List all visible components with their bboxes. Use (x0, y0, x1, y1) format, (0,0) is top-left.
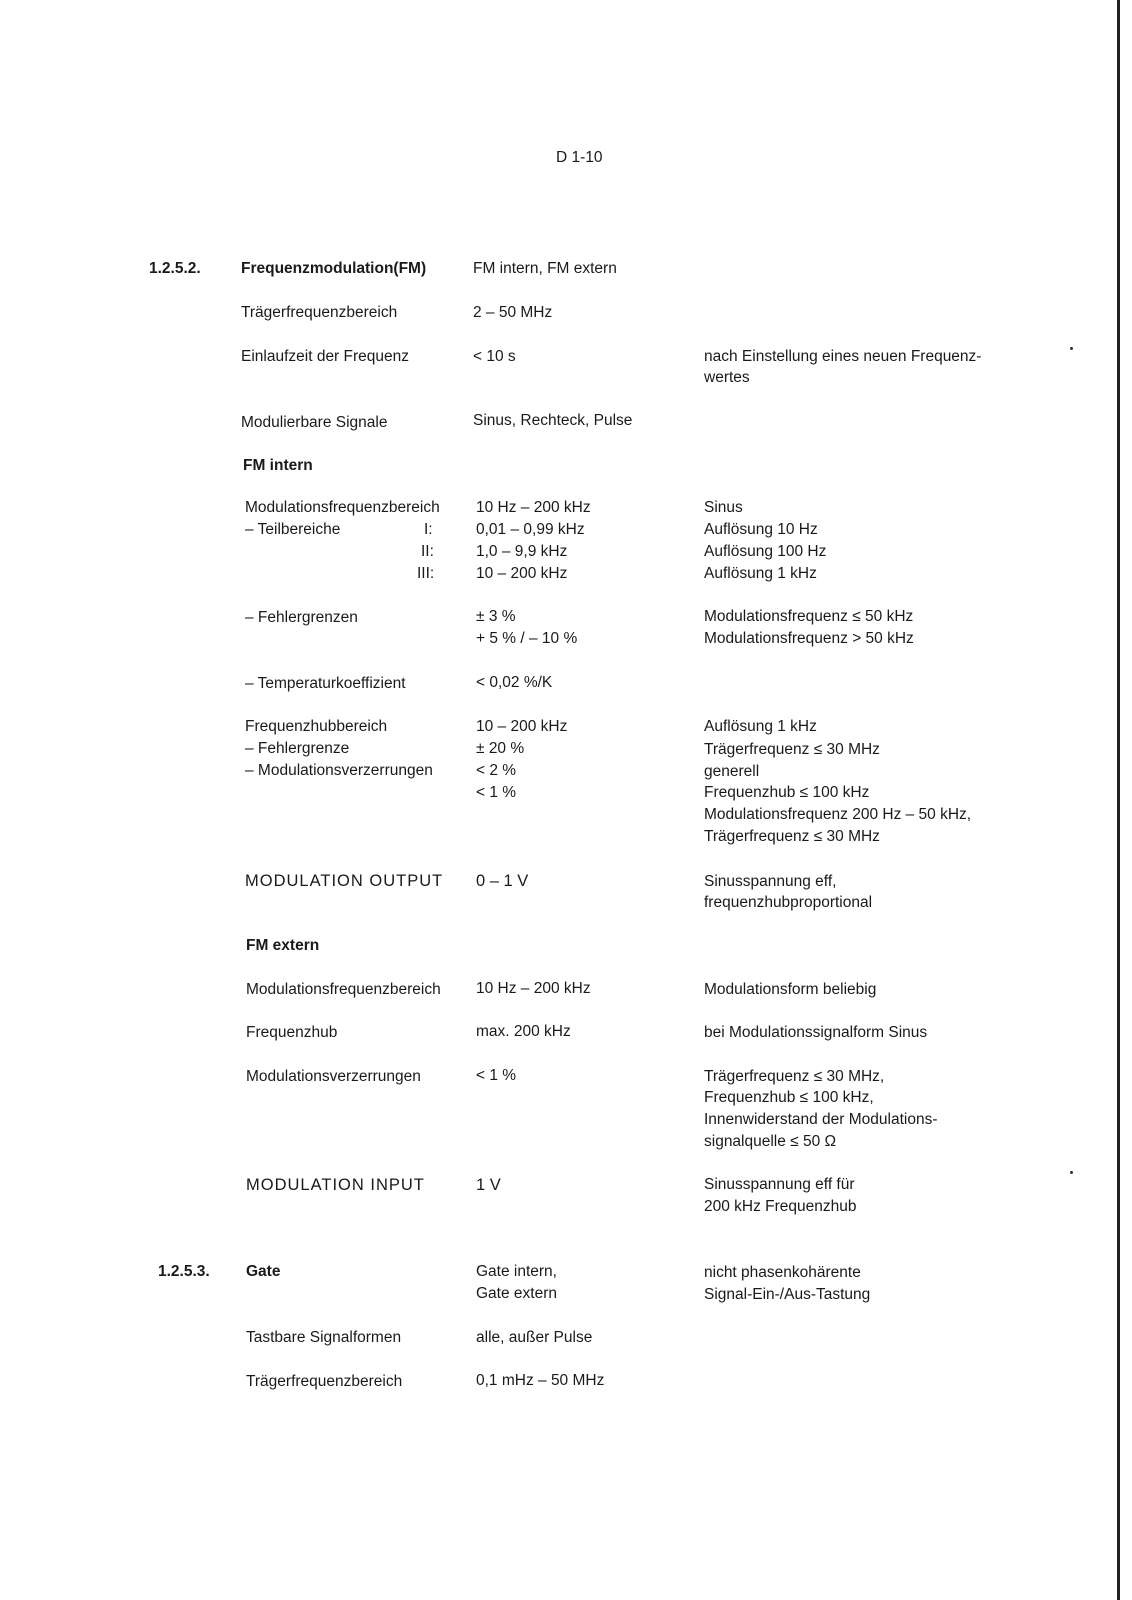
deviation-range-label: Frequenzhubbereich (245, 718, 388, 735)
modulation-output-label: MODULATION OUTPUT (245, 872, 444, 890)
modulation-input-value: 1 V (476, 1176, 501, 1194)
range-3-note: Auflösung 1 kHz (704, 565, 817, 582)
section-title-gate: Gate (246, 1263, 281, 1280)
modulation-output-note-line2: frequenzhubproportional (704, 894, 873, 911)
carrier-range-value: 2 – 50 MHz (473, 304, 553, 321)
gate-carrier-value: 0,1 mHz – 50 MHz (476, 1372, 605, 1389)
extern-distortion-value: < 1 % (476, 1067, 517, 1084)
gate-signals-value: alle, außer Pulse (476, 1329, 593, 1346)
range-2-value: 1,0 – 9,9 kHz (476, 543, 568, 560)
section-title-fm: Frequenzmodulation(FM) (241, 260, 427, 277)
error-limits-label: – Fehlergrenzen (245, 609, 358, 626)
page-number: D 1-10 (556, 149, 603, 166)
extern-distortion-note-line1: Trägerfrequenz ≤ 30 MHz, (704, 1068, 885, 1085)
distortion-2-note: Frequenzhub ≤ 100 kHz (704, 784, 870, 801)
signals-label: Modulierbare Signale (241, 414, 388, 431)
distortion-2-note-line2: Modulationsfrequenz 200 Hz – 50 kHz, (704, 806, 972, 823)
intern-modfreq-label: Modulationsfrequenzbereich (245, 499, 440, 516)
modulation-input-note-line2: 200 kHz Frequenzhub (704, 1198, 857, 1215)
fm-extern-heading: FM extern (246, 937, 320, 954)
distortion-2-note-line3: Trägerfrequenz ≤ 30 MHz (704, 828, 880, 845)
range-1-note: Auflösung 10 Hz (704, 521, 818, 538)
range-1-label: I: (424, 521, 433, 538)
signals-value: Sinus, Rechteck, Pulse (473, 412, 633, 429)
carrier-range-label: Trägerfrequenzbereich (241, 304, 398, 321)
settling-label: Einlaufzeit der Frequenz (241, 348, 410, 365)
gate-note-line1: nicht phasenkohärente (704, 1264, 861, 1281)
section-number-fm: 1.2.5.2. (149, 260, 201, 277)
range-3-label: III: (417, 565, 435, 582)
deviation-range-value: 10 – 200 kHz (476, 718, 568, 735)
range-2-note: Auflösung 100 Hz (704, 543, 827, 560)
distortion-1-note: generell (704, 763, 760, 780)
settling-note-line2: wertes (704, 369, 750, 386)
settling-note-line1: nach Einstellung eines neuen Frequenz- (704, 348, 982, 365)
gate-carrier-label: Trägerfrequenzbereich (246, 1373, 403, 1390)
extern-distortion-note-line3: Innenwiderstand der Modulations- (704, 1111, 938, 1128)
deviation-error-value: ± 20 % (476, 740, 525, 757)
gate-mode-2: Gate extern (476, 1285, 557, 1302)
scan-speck (1070, 347, 1073, 350)
extern-distortion-note-line4: signalquelle ≤ 50 Ω (704, 1133, 837, 1150)
gate-note-line2: Signal-Ein-/Aus-Tastung (704, 1286, 871, 1303)
range-3-value: 10 – 200 kHz (476, 565, 568, 582)
extern-modfreq-label: Modulationsfrequenzbereich (246, 981, 441, 998)
modulation-output-note-line1: Sinusspannung eff, (704, 873, 837, 890)
section-number-gate: 1.2.5.3. (158, 1263, 210, 1280)
range-2-label: II: (421, 543, 434, 560)
intern-modfreq-note: Sinus (704, 499, 743, 516)
error-limit-1-value: ± 3 % (476, 608, 516, 625)
modulation-output-value: 0 – 1 V (476, 872, 529, 890)
extern-modfreq-note: Modulationsform beliebig (704, 981, 877, 998)
settling-value: < 10 s (473, 348, 516, 365)
error-limit-2-note: Modulationsfrequenz > 50 kHz (704, 630, 914, 647)
subranges-label: – Teilbereiche (245, 521, 341, 538)
page-edge-line (1117, 0, 1120, 1600)
distortion-2-value: < 1 % (476, 784, 517, 801)
tempco-value: < 0,02 %/K (476, 674, 553, 691)
deviation-range-note: Auflösung 1 kHz (704, 718, 817, 735)
deviation-error-label: – Fehlergrenze (245, 740, 350, 757)
fm-modes-value: FM intern, FM extern (473, 260, 617, 277)
error-limit-1-note: Modulationsfrequenz ≤ 50 kHz (704, 608, 914, 625)
range-1-value: 0,01 – 0,99 kHz (476, 521, 585, 538)
gate-signals-label: Tastbare Signalformen (246, 1329, 402, 1346)
extern-distortion-label: Modulationsverzerrungen (246, 1068, 421, 1085)
fm-intern-heading: FM intern (243, 457, 313, 474)
extern-modfreq-value: 10 Hz – 200 kHz (476, 980, 591, 997)
deviation-error-note: Trägerfrequenz ≤ 30 MHz (704, 741, 880, 758)
gate-mode-1: Gate intern, (476, 1263, 557, 1280)
extern-distortion-note-line2: Frequenzhub ≤ 100 kHz, (704, 1089, 874, 1106)
extern-deviation-value: max. 200 kHz (476, 1023, 571, 1040)
intern-modfreq-value: 10 Hz – 200 kHz (476, 499, 591, 516)
error-limit-2-value: + 5 % / – 10 % (476, 630, 578, 647)
extern-deviation-note: bei Modulationssignalform Sinus (704, 1024, 928, 1041)
modulation-input-note-line1: Sinusspannung eff für (704, 1176, 855, 1193)
distortion-1-value: < 2 % (476, 762, 517, 779)
distortion-label: – Modulationsverzerrungen (245, 762, 433, 779)
extern-deviation-label: Frequenzhub (246, 1024, 338, 1041)
tempco-label: – Temperaturkoeffizient (245, 675, 406, 692)
scan-speck (1070, 1171, 1073, 1174)
modulation-input-label: MODULATION INPUT (246, 1176, 425, 1194)
